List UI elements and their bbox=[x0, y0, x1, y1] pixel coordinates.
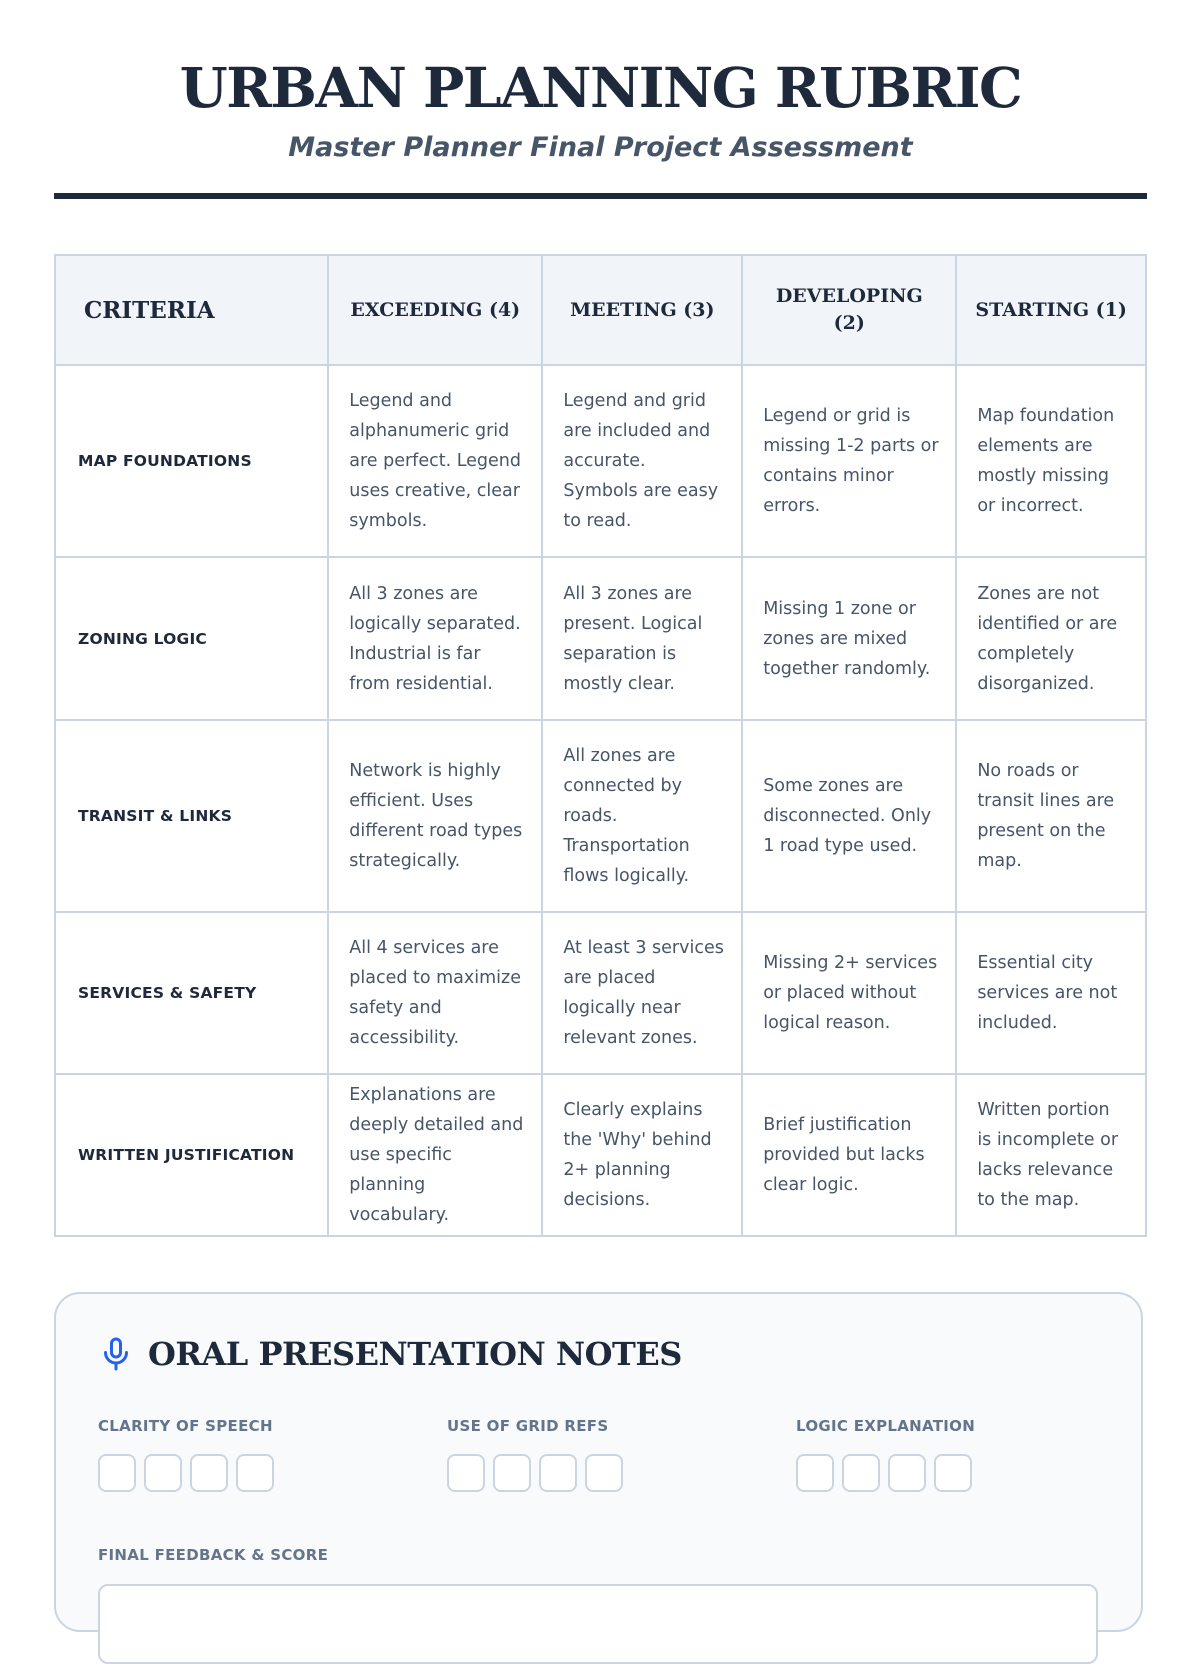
score-box[interactable] bbox=[934, 1454, 972, 1492]
rubric-cell: All 4 services are placed to maximize safety and accessibility. bbox=[328, 912, 542, 1074]
column-header-meeting: MEETING (3) bbox=[542, 255, 742, 365]
rubric-page bbox=[54, 0, 1147, 1564]
final-feedback-label: FINAL FEEDBACK & SCORE bbox=[98, 1546, 329, 1564]
rubric-cell: Missing 2+ services or placed without logical reason. bbox=[742, 912, 956, 1074]
page-title: URBAN PLANNING RUBRIC bbox=[179, 55, 1022, 120]
table-row bbox=[55, 912, 1146, 1074]
metric-use-of-grid-refs bbox=[447, 1416, 631, 1492]
column-header-criteria: CRITERIA bbox=[55, 255, 328, 365]
rubric-cell: Written portion is incomplete or lacks relevance to the map. bbox=[956, 1074, 1146, 1236]
oral-presentation-panel bbox=[54, 1292, 1143, 1632]
score-boxes bbox=[98, 1454, 282, 1492]
criterion-label: TRANSIT & LINKS bbox=[55, 720, 328, 912]
rubric-cell: Zones are not identified or are completely disorganized. bbox=[956, 557, 1146, 720]
metric-label: LOGIC EXPLANATION bbox=[796, 1417, 976, 1435]
criterion-label: WRITTEN JUSTIFICATION bbox=[55, 1074, 328, 1236]
score-box[interactable] bbox=[190, 1454, 228, 1492]
score-box[interactable] bbox=[842, 1454, 880, 1492]
table-row bbox=[55, 1074, 1146, 1236]
rubric-cell: Network is highly efficient. Uses different road types strategically. bbox=[328, 720, 542, 912]
rubric-cell: Map foundation elements are mostly missing or incorrect. bbox=[956, 365, 1146, 557]
table-row bbox=[55, 557, 1146, 720]
rubric-cell: Brief justification provided but lacks clear logic. bbox=[742, 1074, 956, 1236]
rubric-cell: At least 3 services are placed logically near relevant zones. bbox=[542, 912, 742, 1074]
oral-presentation-heading: ORAL PRESENTATION NOTES bbox=[148, 1335, 682, 1373]
oral-presentation-title bbox=[98, 1334, 682, 1374]
microphone-icon bbox=[98, 1334, 134, 1374]
header-divider bbox=[54, 193, 1147, 199]
rubric-cell: No roads or transit lines are present on the map. bbox=[956, 720, 1146, 912]
rubric-cell: Legend or grid is missing 1-2 parts or contains minor errors. bbox=[742, 365, 956, 557]
score-boxes bbox=[447, 1454, 631, 1492]
metric-logic-explanation bbox=[796, 1416, 980, 1492]
score-box[interactable] bbox=[144, 1454, 182, 1492]
score-box[interactable] bbox=[796, 1454, 834, 1492]
rubric-cell: Explanations are deeply detailed and use specific planning vocabulary. bbox=[328, 1074, 542, 1236]
metric-clarity-of-speech bbox=[98, 1416, 282, 1492]
rubric-header-row bbox=[55, 255, 1146, 365]
score-box[interactable] bbox=[585, 1454, 623, 1492]
criterion-label: SERVICES & SAFETY bbox=[55, 912, 328, 1074]
score-boxes bbox=[796, 1454, 980, 1492]
rubric-cell: Legend and alphanumeric grid are perfect. Legend uses creative, clear symbols. bbox=[328, 365, 542, 557]
metric-label: USE OF GRID REFS bbox=[447, 1417, 609, 1435]
table-row bbox=[55, 720, 1146, 912]
rubric-cell: All 3 zones are present. Logical separation is mostly clear. bbox=[542, 557, 742, 720]
score-box[interactable] bbox=[236, 1454, 274, 1492]
score-box[interactable] bbox=[493, 1454, 531, 1492]
table-row bbox=[55, 365, 1146, 557]
rubric-cell: Clearly explains the 'Why' behind 2+ planning decisions. bbox=[542, 1074, 742, 1236]
column-header-exceeding: EXCEEDING (4) bbox=[328, 255, 542, 365]
criterion-label: ZONING LOGIC bbox=[55, 557, 328, 720]
page-subtitle: Master Planner Final Project Assessment bbox=[288, 132, 913, 163]
criterion-label: MAP FOUNDATIONS bbox=[55, 365, 328, 557]
rubric-cell: Legend and grid are included and accurate. Symbols are easy to read. bbox=[542, 365, 742, 557]
rubric-table bbox=[54, 254, 1147, 1237]
column-header-starting: STARTING (1) bbox=[956, 255, 1146, 365]
column-header-developing: DEVELOPING (2) bbox=[742, 255, 956, 365]
final-feedback-field[interactable] bbox=[98, 1584, 1098, 1664]
rubric-cell: Some zones are disconnected. Only 1 road type used. bbox=[742, 720, 956, 912]
score-box[interactable] bbox=[539, 1454, 577, 1492]
page-header bbox=[54, 0, 1147, 166]
score-box[interactable] bbox=[447, 1454, 485, 1492]
rubric-cell: Essential city services are not included. bbox=[956, 912, 1146, 1074]
score-box[interactable] bbox=[98, 1454, 136, 1492]
score-box[interactable] bbox=[888, 1454, 926, 1492]
rubric-cell: All 3 zones are logically separated. Industrial is far from residential. bbox=[328, 557, 542, 720]
rubric-cell: Missing 1 zone or zones are mixed together randomly. bbox=[742, 557, 956, 720]
metric-label: CLARITY OF SPEECH bbox=[98, 1417, 273, 1435]
rubric-cell: All zones are connected by roads. Transportation flows logically. bbox=[542, 720, 742, 912]
